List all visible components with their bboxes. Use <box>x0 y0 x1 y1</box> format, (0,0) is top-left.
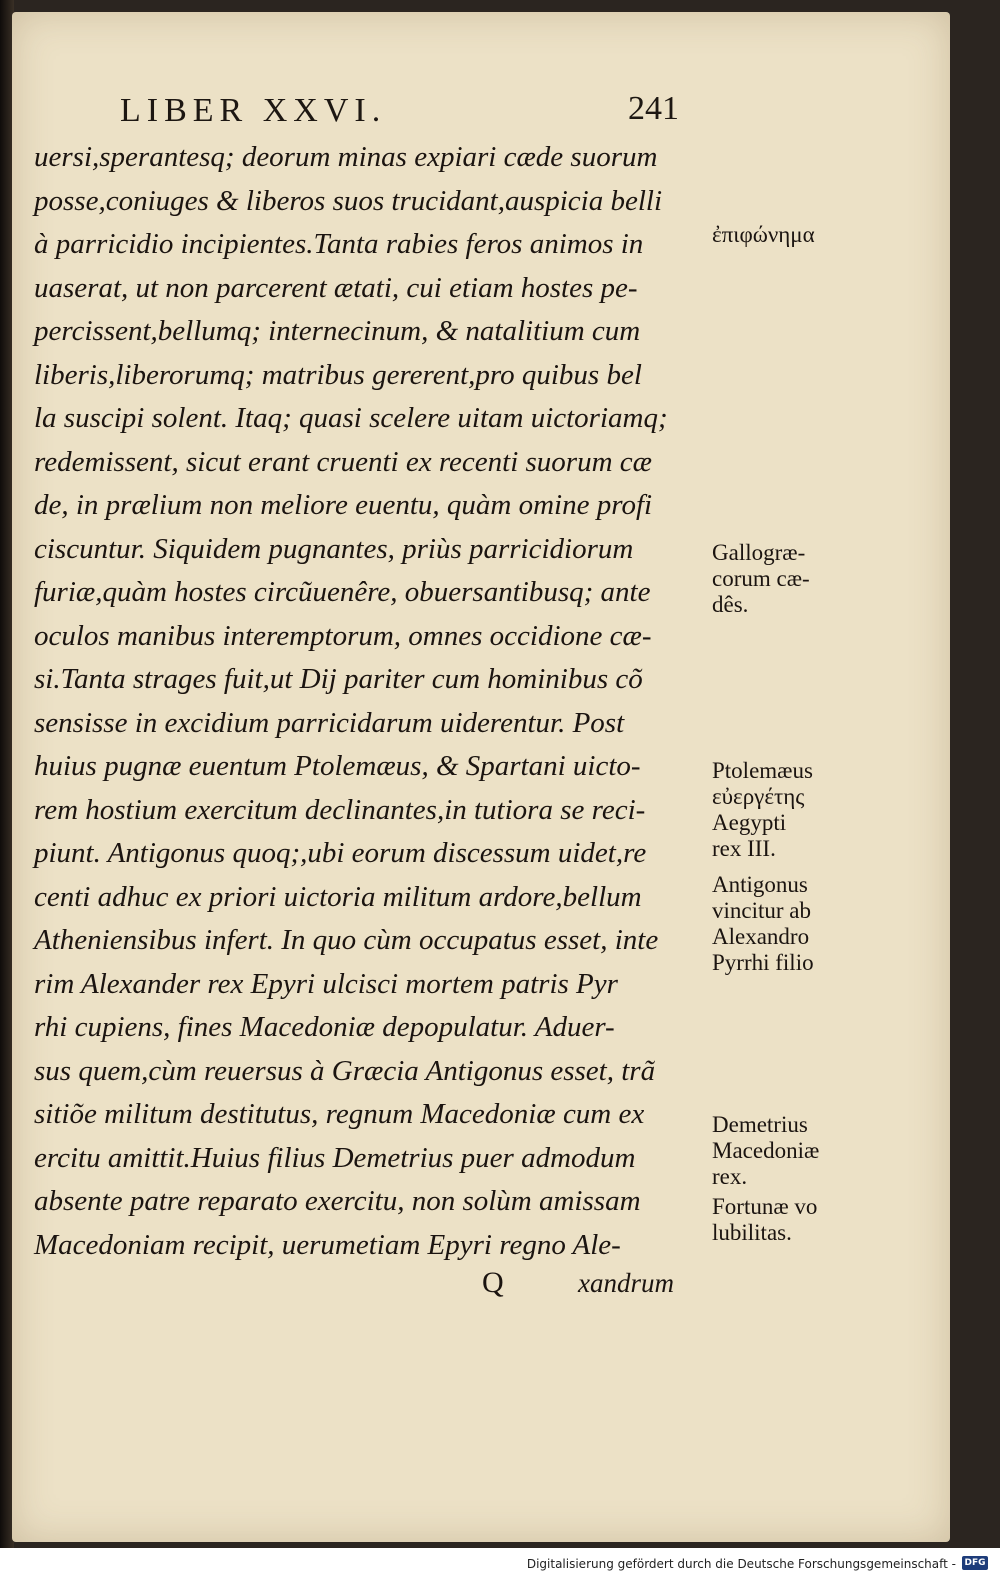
text-line: sitiõe militum destitutus, regnum Macedoniæ cum ex <box>34 1098 645 1130</box>
margin-note-line: dês. <box>712 592 749 617</box>
margin-note-line: Fortunæ vo <box>712 1194 818 1219</box>
margin-note-line: corum cæ- <box>712 566 810 591</box>
text-line: absente patre reparato exercitu, non solùm amissam <box>34 1185 641 1217</box>
text-line: Atheniensibus infert. In quo cùm occupatus esset, inte <box>34 924 659 956</box>
page-number: 241 <box>628 90 679 127</box>
signature-mark: Q <box>482 1266 504 1299</box>
margin-note-line: Pyrrhi filio <box>712 950 814 975</box>
footer-credit: Digitalisierung gefördert durch die Deutsche Forschungsgemeinschaft - <box>526 1557 956 1571</box>
text-line: percissent,bellumq; internecinum, & natalitium cum <box>34 315 641 347</box>
margin-note-antigonus <box>712 872 862 976</box>
text-line: ercitu amittit.Huius filius Demetrius puer admodum <box>34 1141 636 1174</box>
text-line: de, in prælium non meliore euentu, quàm omine profi <box>34 489 653 521</box>
margin-note-line: Macedoniæ <box>712 1138 820 1163</box>
margin-note-line: vincitur ab <box>712 898 811 923</box>
text-line: centi adhuc ex priori uictoria militum ardore,bellum <box>34 880 642 913</box>
text-line: rhi cupiens, fines Macedoniæ depopulatur. Aduer- <box>34 1011 615 1043</box>
margin-note-line: ἐπιφώνημα <box>712 222 815 247</box>
margin-note-line: εὐεργέτης <box>712 784 805 809</box>
running-head: LIBER XXVI. <box>120 92 387 129</box>
text-line: uaserat, ut non parcerent ætati, cui etiam hostes pe- <box>34 271 638 304</box>
margin-note-line: Antigonus <box>712 872 808 897</box>
text-line: si.Tanta strages fuit,ut Dij pariter cum hominibus cõ <box>34 663 643 695</box>
text-line: furiæ,quàm hostes circũuenêre, obuersantibusq; ante <box>34 576 651 608</box>
text-line: rim Alexander rex Epyri ulcisci mortem patris Pyr <box>34 967 618 1000</box>
margin-note-epiphonema <box>712 222 862 248</box>
text-line: sensisse in excidium parricidarum uiderentur. Post <box>34 706 625 739</box>
text-line: ciscuntur. Siquidem pugnantes, priùs parricidiorum <box>34 532 634 565</box>
margin-note-line: rex III. <box>712 836 776 861</box>
margin-note-line: rex. <box>712 1164 748 1189</box>
margin-note-line: Alexandro <box>712 924 810 949</box>
margin-note-line: Aegypti <box>712 810 787 835</box>
margin-note-demetrius <box>712 1112 862 1190</box>
text-line: Macedoniam recipit, uerumetiam Epyri regno Ale- <box>34 1228 621 1261</box>
text-line: piunt. Antigonus quoq;,ubi eorum discessum uidet,re <box>34 837 647 869</box>
text-line: huius pugnæ euentum Ptolemæus, & Spartani uicto- <box>34 750 641 782</box>
text-line: uersi,sperantesq; deorum minas expiari cæde suorum <box>34 141 658 173</box>
catchword: xandrum <box>578 1268 674 1298</box>
text-line: la suscipi solent. Itaq; quasi scelere uitam uictoriamq; <box>34 402 668 434</box>
text-line: à parricidio incipientes.Tanta rabies feros animos in <box>34 228 644 260</box>
margin-note-line: lubilitas. <box>712 1220 792 1245</box>
margin-note-line: Demetrius <box>712 1112 808 1137</box>
text-line: oculos manibus interemptorum, omnes occidione cæ- <box>34 619 652 652</box>
text-line: liberis,liberorumq; matribus gererent,pro quibus bel <box>34 358 642 391</box>
dfg-logo: DFG <box>962 1556 988 1570</box>
text-line: rem hostium exercitum declinantes,in tutiora se reci- <box>34 793 646 826</box>
margin-note-gallograecorum <box>712 540 862 618</box>
margin-note-ptolemaeus <box>712 758 862 862</box>
text-line: redemissent, sicut erant cruenti ex recenti suorum cæ <box>34 445 652 478</box>
margin-note-fortuna <box>712 1194 862 1246</box>
body-text <box>34 136 706 1267</box>
margin-note-line: Ptolemæus <box>712 758 813 783</box>
text-line: posse,coniuges & liberos suos trucidant,auspicia belli <box>34 184 663 217</box>
text-line: sus quem,cùm reuersus à Græcia Antigonus esset, trã <box>34 1054 656 1087</box>
margin-note-line: Gallogræ- <box>712 540 806 565</box>
